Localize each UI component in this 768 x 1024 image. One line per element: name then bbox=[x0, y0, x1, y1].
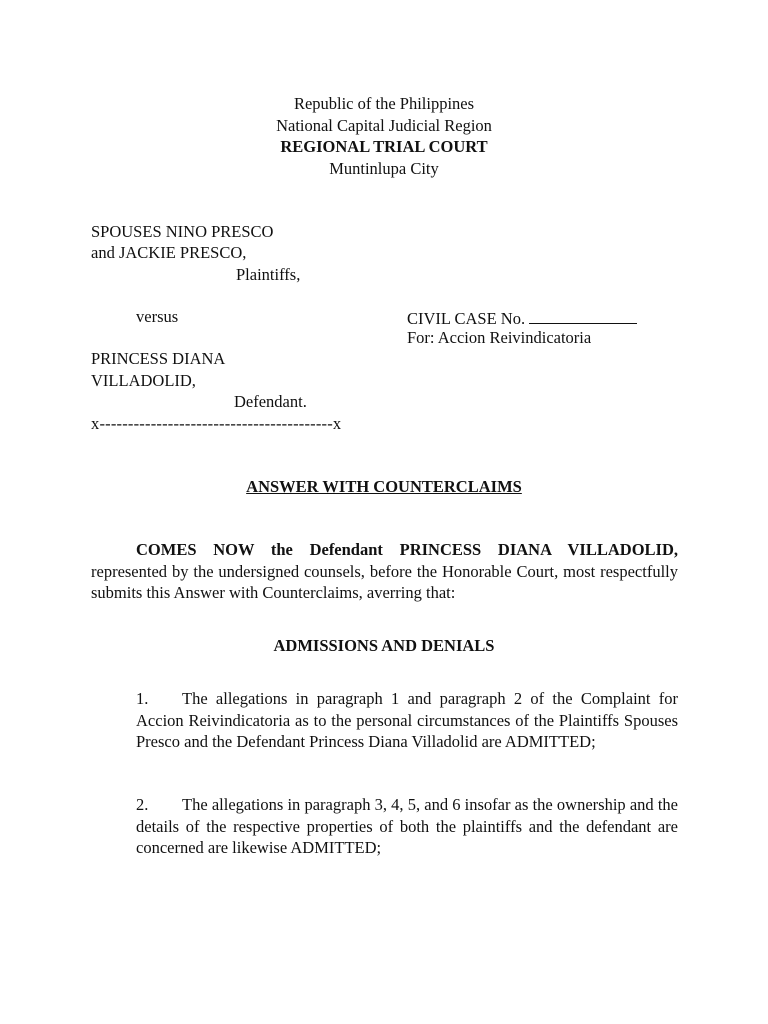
civil-case-number bbox=[407, 309, 637, 328]
header-country: Republic of the Philippines bbox=[293, 94, 475, 113]
defendant-name-line2: VILLADOLID, bbox=[91, 371, 196, 390]
defendant-name-line1: PRINCESS DIANA bbox=[91, 349, 226, 368]
paragraph-text: The allegations in paragraph 1 and paragraph 2 of the Complaint for Accion Reivindicatoria as to the personal circumstances of the Plaintiffs Spouses Presco and the Defendant Princess Diana Villadolid are ADMITTED; bbox=[136, 689, 678, 751]
case-number-blank bbox=[529, 309, 637, 324]
intro-paragraph bbox=[91, 539, 678, 604]
header-region: National Capital Judicial Region bbox=[276, 116, 492, 135]
paragraph-number: 1. bbox=[136, 689, 149, 708]
plaintiff-role: Plaintiffs, bbox=[236, 265, 301, 284]
caption-separator: x-----------------------------------------x bbox=[91, 414, 342, 433]
header-court: REGIONAL TRIAL COURT bbox=[280, 137, 488, 156]
section-heading: ADMISSIONS AND DENIALS bbox=[273, 636, 495, 655]
case-nature: For: Accion Reivindicatoria bbox=[407, 328, 592, 347]
intro-lead: COMES NOW the Defendant PRINCESS DIANA VILLADOLID, bbox=[136, 540, 678, 559]
intro-rest: represented by the undersigned counsels, before the Honorable Court, most respectfully submits this Answer with Counterclaims, averring that: bbox=[91, 561, 678, 602]
paragraph-number: 2. bbox=[136, 795, 149, 814]
numbered-paragraph bbox=[136, 688, 678, 753]
paragraph-text: The allegations in paragraph 3, 4, 5, and 6 insofar as the ownership and the details of the respective properties of both the plaintiffs and the defendant are concerned are likewise ADMITTED; bbox=[136, 795, 678, 857]
versus-label: versus bbox=[136, 307, 179, 326]
plaintiff-name-line1: SPOUSES NINO PRESCO bbox=[91, 222, 274, 241]
civil-case-label: CIVIL CASE No. bbox=[407, 309, 530, 328]
plaintiff-name-line2: and JACKIE PRESCO, bbox=[91, 243, 247, 262]
numbered-paragraph bbox=[136, 794, 678, 859]
header-city: Muntinlupa City bbox=[329, 159, 439, 178]
document-title: ANSWER WITH COUNTERCLAIMS bbox=[246, 477, 522, 496]
defendant-role: Defendant. bbox=[234, 392, 307, 411]
